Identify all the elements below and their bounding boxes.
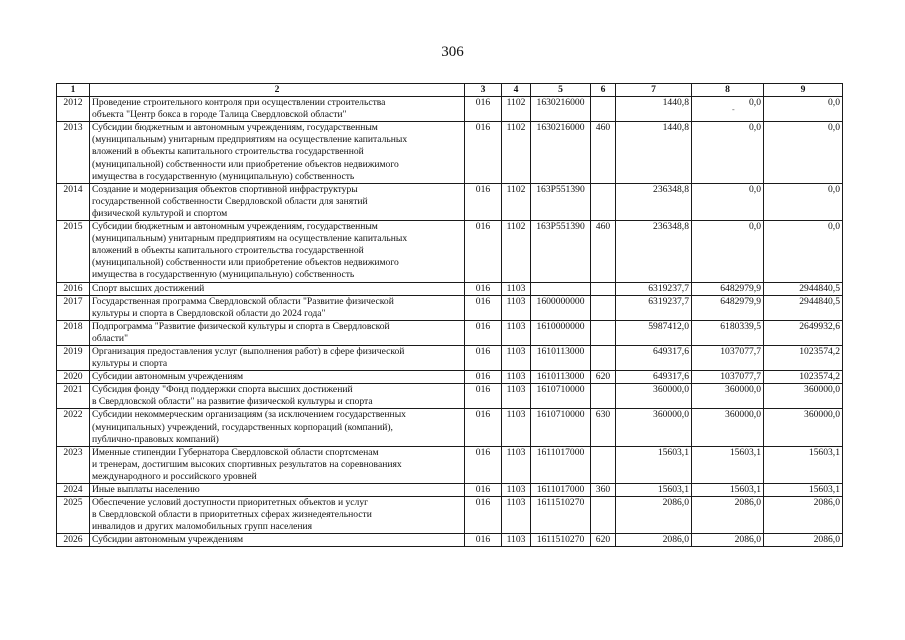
- row-number-cell: 2020: [57, 371, 90, 384]
- amount-year3-cell: 15603,1: [764, 446, 843, 483]
- expense-type-cell: [591, 282, 616, 295]
- amount-year1-cell: 1440,8: [616, 122, 692, 183]
- item-name-line: (муниципальной) собственности или приобретение объектов недвижимого: [92, 257, 399, 269]
- target-article-cell: 1600000000: [531, 295, 591, 320]
- table-row: [57, 534, 843, 547]
- table-row: [57, 371, 843, 384]
- ministry-code-cell: 016: [465, 345, 502, 370]
- item-name-line: (муниципальной) собственности или приобретение объектов недвижимого: [92, 158, 399, 170]
- target-article-cell: [531, 282, 591, 295]
- expense-type-cell: 620: [591, 371, 616, 384]
- amount-year1-cell: 649317,6: [616, 371, 692, 384]
- section-code-cell: 1102: [502, 183, 531, 220]
- target-article-cell: 1611017000: [531, 484, 591, 497]
- item-name-line: Спорт высших достижений: [92, 282, 205, 294]
- amount-year3-cell: 360000,0: [764, 409, 843, 446]
- header-cell: 6: [591, 84, 616, 97]
- item-name-line: Создание и модернизация объектов спортивной инфраструктуры: [92, 183, 358, 195]
- expense-type-cell: [591, 345, 616, 370]
- item-name-line: культуры и спорта: [92, 358, 168, 370]
- ministry-code-cell: 016: [465, 384, 502, 409]
- section-code-cell: 1103: [502, 409, 531, 446]
- section-code-cell: 1103: [502, 295, 531, 320]
- item-name-cell: [90, 534, 465, 547]
- target-article-cell: 1610113000: [531, 371, 591, 384]
- ministry-code-cell: 016: [465, 446, 502, 483]
- item-name-cell: [90, 320, 465, 345]
- target-article-cell: 1630216000: [531, 97, 591, 122]
- item-name-line: международного и российского уровней: [92, 470, 257, 482]
- expense-type-cell: [591, 497, 616, 534]
- item-name-line: в Свердловской области" на развитие физической культуры и спорта: [92, 396, 373, 408]
- amount-year1-cell: 649317,6: [616, 345, 692, 370]
- ministry-code-cell: 016: [465, 295, 502, 320]
- section-code-cell: 1103: [502, 345, 531, 370]
- table-row: [57, 345, 843, 370]
- amount-year3-cell: 15603,1: [764, 484, 843, 497]
- row-number-cell: 2019: [57, 345, 90, 370]
- amount-year1-cell: 2086,0: [616, 534, 692, 547]
- header-cell: 2: [90, 84, 465, 97]
- item-name-line: Субсидии автономным учреждениям: [92, 534, 244, 546]
- scan-mark: -: [732, 105, 735, 114]
- amount-year3-cell: 0,0: [764, 221, 843, 282]
- row-number-cell: 2017: [57, 295, 90, 320]
- item-name-line: области": [92, 332, 128, 344]
- ministry-code-cell: 016: [465, 371, 502, 384]
- table-row: [57, 122, 843, 183]
- item-name-line: и тренерам, достигшим высоких спортивных результатов на соревнованиях: [92, 458, 402, 470]
- item-name-line: объекта "Центр бокса в городе Талица Свердловской области": [92, 109, 347, 121]
- item-name-line: публично-правовых компаний): [92, 433, 219, 445]
- ministry-code-cell: 016: [465, 183, 502, 220]
- row-number-cell: 2023: [57, 446, 90, 483]
- expense-type-cell: 620: [591, 534, 616, 547]
- amount-year2-cell: 15603,1: [692, 484, 764, 497]
- item-name-line: государственной собственности Свердловской области для занятий: [92, 195, 368, 207]
- amount-year1-cell: 236348,8: [616, 183, 692, 220]
- row-number-cell: 2025: [57, 497, 90, 534]
- amount-year1-cell: 6319237,7: [616, 282, 692, 295]
- amount-year1-cell: 236348,8: [616, 221, 692, 282]
- amount-year1-cell: 5987412,0: [616, 320, 692, 345]
- ministry-code-cell: 016: [465, 320, 502, 345]
- page-number: 306: [441, 44, 464, 60]
- item-name-cell: [90, 497, 465, 534]
- table-row: [57, 295, 843, 320]
- amount-year3-cell: 2944840,5: [764, 282, 843, 295]
- header-cell: 1: [57, 84, 90, 97]
- header-row: [57, 84, 843, 97]
- row-number-cell: 2024: [57, 484, 90, 497]
- section-code-cell: 1103: [502, 320, 531, 345]
- header-cell: 7: [616, 84, 692, 97]
- section-code-cell: 1102: [502, 221, 531, 282]
- section-code-cell: 1103: [502, 534, 531, 547]
- item-name-line: Именные стипендии Губернатора Свердловской области спортсменам: [92, 446, 379, 458]
- row-number-cell: 2016: [57, 282, 90, 295]
- section-code-cell: 1103: [502, 446, 531, 483]
- item-name-line: (муниципальным) унитарным предприятиям на осуществление капитальных: [92, 233, 408, 245]
- table-row: [57, 446, 843, 483]
- expense-type-cell: [591, 97, 616, 122]
- ministry-code-cell: 016: [465, 282, 502, 295]
- item-name-line: (муниципальным) унитарным предприятиям на осуществление капитальных: [92, 134, 408, 146]
- item-name-cell: [90, 409, 465, 446]
- section-code-cell: 1103: [502, 371, 531, 384]
- target-article-cell: 1610113000: [531, 345, 591, 370]
- item-name-cell: [90, 384, 465, 409]
- ministry-code-cell: 016: [465, 122, 502, 183]
- amount-year2-cell: 6180339,5: [692, 320, 764, 345]
- target-article-cell: 1611510270: [531, 497, 591, 534]
- section-code-cell: 1102: [502, 97, 531, 122]
- expense-type-cell: [591, 446, 616, 483]
- amount-year2-cell: 360000,0: [692, 409, 764, 446]
- amount-year1-cell: 15603,1: [616, 484, 692, 497]
- expense-type-cell: 460: [591, 221, 616, 282]
- amount-year2-cell: 360000,0: [692, 384, 764, 409]
- amount-year2-cell: 2086,0: [692, 534, 764, 547]
- amount-year3-cell: 360000,0: [764, 384, 843, 409]
- row-number-cell: 2018: [57, 320, 90, 345]
- ministry-code-cell: 016: [465, 484, 502, 497]
- item-name-line: Иные выплаты населению: [92, 484, 200, 495]
- item-name-cell: [90, 97, 465, 122]
- amount-year3-cell: 2944840,5: [764, 295, 843, 320]
- target-article-cell: 163P551390: [531, 183, 591, 220]
- amount-year2-cell: 1037077,7: [692, 371, 764, 384]
- amount-year2-cell: 6482979,9: [692, 282, 764, 295]
- header-cell: 5: [531, 84, 591, 97]
- item-name-line: Субсидии некоммерческим организациям (за исключением государственных: [92, 409, 406, 421]
- item-name-line: культуры и спорта в Свердловской области до 2024 года": [92, 307, 326, 319]
- amount-year3-cell: 2086,0: [764, 534, 843, 547]
- amount-year2-cell: 0,0: [692, 183, 764, 220]
- amount-year3-cell: 1023574,2: [764, 371, 843, 384]
- item-name-cell: [90, 295, 465, 320]
- table-row: [57, 484, 843, 497]
- target-article-cell: 1611017000: [531, 446, 591, 483]
- amount-year1-cell: 360000,0: [616, 409, 692, 446]
- table-row: [57, 183, 843, 220]
- expense-type-cell: 360: [591, 484, 616, 497]
- expense-type-cell: [591, 384, 616, 409]
- table-row: [57, 497, 843, 534]
- header-cell: 3: [465, 84, 502, 97]
- header-cell: 4: [502, 84, 531, 97]
- section-code-cell: 1103: [502, 484, 531, 497]
- row-number-cell: 2014: [57, 183, 90, 220]
- amount-year2-cell: 2086,0: [692, 497, 764, 534]
- item-name-line: Субсидия фонду "Фонд поддержки спорта высших достижений: [92, 384, 353, 396]
- amount-year2-cell: 0,0: [692, 122, 764, 183]
- table-row: [57, 409, 843, 446]
- amount-year3-cell: 2649932,6: [764, 320, 843, 345]
- row-number-cell: 2012: [57, 97, 90, 122]
- item-name-line: Субсидии бюджетным и автономным учреждениям, государственным: [92, 122, 378, 134]
- amount-year1-cell: 2086,0: [616, 497, 692, 534]
- section-code-cell: 1102: [502, 122, 531, 183]
- item-name-line: вложений в объекты капитального строительства государственной: [92, 245, 364, 257]
- amount-year2-cell: 0,0: [692, 97, 764, 122]
- amount-year1-cell: 6319237,7: [616, 295, 692, 320]
- row-number-cell: 2015: [57, 221, 90, 282]
- section-code-cell: 1103: [502, 282, 531, 295]
- item-name-line: Субсидии автономным учреждениям: [92, 371, 244, 383]
- section-code-cell: 1103: [502, 384, 531, 409]
- item-name-line: имущества в государственную (муниципальную) собственность: [92, 269, 355, 281]
- item-name-line: физической культурой и спортом: [92, 207, 228, 219]
- item-name-line: вложений в объекты капитального строительства государственной: [92, 146, 364, 158]
- item-name-cell: [90, 345, 465, 370]
- row-number-cell: 2026: [57, 534, 90, 547]
- item-name-line: инвалидов и других маломобильных групп населения: [92, 521, 313, 533]
- budget-table: [56, 83, 843, 547]
- expense-type-cell: 630: [591, 409, 616, 446]
- item-name-cell: [90, 371, 465, 384]
- amount-year3-cell: 1023574,2: [764, 345, 843, 370]
- header-cell: 9: [764, 84, 843, 97]
- item-name-line: Подпрограмма "Развитие физической культуры и спорта в Свердловской: [92, 320, 390, 332]
- ministry-code-cell: 016: [465, 221, 502, 282]
- item-name-line: имущества в государственную (муниципальную) собственность: [92, 170, 355, 182]
- amount-year3-cell: 2086,0: [764, 497, 843, 534]
- row-number-cell: 2013: [57, 122, 90, 183]
- expense-type-cell: [591, 320, 616, 345]
- amount-year1-cell: 360000,0: [616, 384, 692, 409]
- ministry-code-cell: 016: [465, 534, 502, 547]
- table-row: [57, 97, 843, 122]
- item-name-line: Обеспечение условий доступности приоритетных объектов и услуг: [92, 497, 369, 509]
- amount-year2-cell: 0,0: [692, 221, 764, 282]
- ministry-code-cell: 016: [465, 497, 502, 534]
- target-article-cell: 1610000000: [531, 320, 591, 345]
- item-name-cell: [90, 282, 465, 295]
- item-name-cell: [90, 122, 465, 183]
- section-code-cell: 1103: [502, 497, 531, 534]
- expense-type-cell: [591, 295, 616, 320]
- amount-year2-cell: 15603,1: [692, 446, 764, 483]
- target-article-cell: 1630216000: [531, 122, 591, 183]
- amount-year1-cell: 1440,8: [616, 97, 692, 122]
- row-number-cell: 2022: [57, 409, 90, 446]
- amount-year2-cell: 1037077,7: [692, 345, 764, 370]
- expense-type-cell: 460: [591, 122, 616, 183]
- item-name-line: Организация предоставления услуг (выполнения работ) в сфере физической: [92, 345, 405, 357]
- target-article-cell: 163P551390: [531, 221, 591, 282]
- target-article-cell: 1610710000: [531, 384, 591, 409]
- amount-year3-cell: 0,0: [764, 122, 843, 183]
- table-row: [57, 282, 843, 295]
- item-name-line: Проведение строительного контроля при осуществлении строительства: [92, 97, 386, 109]
- item-name-cell: [90, 183, 465, 220]
- row-number-cell: 2021: [57, 384, 90, 409]
- amount-year2-cell: 6482979,9: [692, 295, 764, 320]
- amount-year1-cell: 15603,1: [616, 446, 692, 483]
- table-body: [57, 97, 843, 547]
- table-row: [57, 384, 843, 409]
- item-name-line: Субсидии бюджетным и автономным учреждениям, государственным: [92, 221, 378, 233]
- table-row: [57, 320, 843, 345]
- target-article-cell: 1611510270: [531, 534, 591, 547]
- amount-year3-cell: 0,0: [764, 97, 843, 122]
- item-name-line: Государственная программа Свердловской области "Развитие физической: [92, 295, 394, 307]
- amount-year3-cell: 0,0: [764, 183, 843, 220]
- item-name-cell: [90, 484, 465, 497]
- header-cell: 8: [692, 84, 764, 97]
- table-row: [57, 221, 843, 282]
- ministry-code-cell: 016: [465, 97, 502, 122]
- item-name-line: (муниципальных) учреждений, государственных корпораций (компаний),: [92, 421, 393, 433]
- item-name-cell: [90, 221, 465, 282]
- ministry-code-cell: 016: [465, 409, 502, 446]
- item-name-line: в Свердловской области в приоритетных сферах жизнедеятельности: [92, 509, 372, 521]
- item-name-cell: [90, 446, 465, 483]
- expense-type-cell: [591, 183, 616, 220]
- target-article-cell: 1610710000: [531, 409, 591, 446]
